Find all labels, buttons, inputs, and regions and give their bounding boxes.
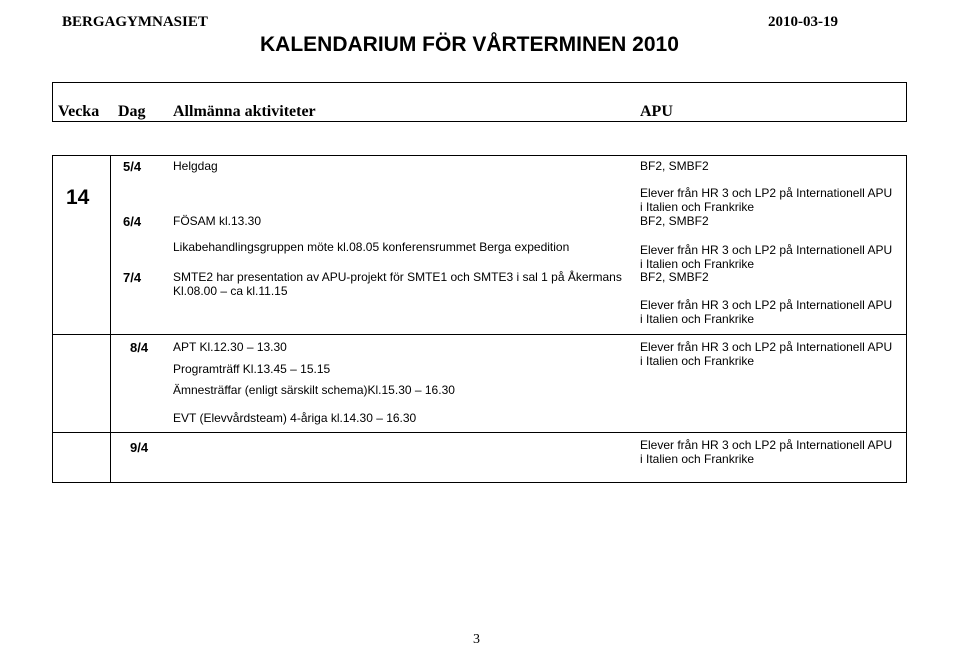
header-border-bottom (52, 121, 907, 122)
table-border-bottom (52, 482, 907, 483)
header-border-right (906, 82, 907, 122)
header-border-left (52, 82, 53, 122)
apu-text: i Italien och Frankrike (640, 200, 755, 214)
row-divider-9-4 (52, 432, 907, 433)
activity-text: APT Kl.12.30 – 13.30 (173, 340, 287, 354)
day-label: 8/4 (130, 340, 149, 355)
activity-text: Helgdag (173, 159, 218, 173)
row-divider-8-4 (52, 334, 907, 335)
apu-text: Elever från HR 3 och LP2 på Internationell APU (640, 186, 893, 200)
column-divider-week (110, 155, 111, 483)
activity-text: Likabehandlingsgruppen möte kl.08.05 konferensrummet Berga expedition (173, 240, 570, 254)
activity-text: EVT (Elevvårdsteam) 4-åriga kl.14.30 – 16.30 (173, 411, 417, 425)
column-header-week: Vecka (58, 103, 100, 120)
activity-text: Ämnesträffar (enligt särskilt schema)Kl.15.30 – 16.30 (173, 383, 455, 397)
apu-text: BF2, SMBF2 (640, 214, 709, 228)
day-label: 5/4 (123, 159, 142, 174)
apu-text: BF2, SMBF2 (640, 270, 709, 284)
table-border-top (52, 155, 907, 156)
day-label: 9/4 (130, 440, 149, 455)
column-header-apu: APU (640, 103, 673, 120)
page-number: 3 (473, 632, 480, 647)
apu-text: Elever från HR 3 och LP2 på Internationell APU (640, 243, 893, 257)
activity-text: Kl.08.00 – ca kl.11.15 (173, 284, 288, 298)
day-label: 6/4 (123, 214, 142, 229)
table-border-left (52, 155, 53, 483)
header-border-top (52, 82, 907, 83)
apu-text: i Italien och Frankrike (640, 452, 755, 466)
apu-text: i Italien och Frankrike (640, 312, 755, 326)
activity-text: SMTE2 har presentation av APU-projekt för SMTE1 och SMTE3 i sal 1 på Åkermans (173, 270, 622, 284)
document-date: 2010-03-19 (768, 14, 838, 30)
apu-text: i Italien och Frankrike (640, 257, 755, 271)
table-border-right (906, 155, 907, 483)
column-header-activities: Allmänna aktiviteter (173, 103, 316, 120)
apu-text: Elever från HR 3 och LP2 på Internationell APU (640, 298, 893, 312)
apu-text: Elever från HR 3 och LP2 på Internationell APU (640, 340, 893, 354)
apu-text: Elever från HR 3 och LP2 på Internationell APU (640, 438, 893, 452)
week-number: 14 (66, 186, 90, 209)
apu-text: BF2, SMBF2 (640, 159, 709, 173)
school-name: BERGAGYMNASIET (62, 14, 208, 30)
activity-text: FÖSAM kl.13.30 (173, 214, 262, 228)
column-header-day: Dag (118, 103, 146, 120)
activity-text: Programträff Kl.13.45 – 15.15 (173, 362, 331, 376)
apu-text: i Italien och Frankrike (640, 354, 755, 368)
day-label: 7/4 (123, 270, 142, 285)
document-title: KALENDARIUM FÖR VÅRTERMINEN 2010 (260, 33, 679, 56)
